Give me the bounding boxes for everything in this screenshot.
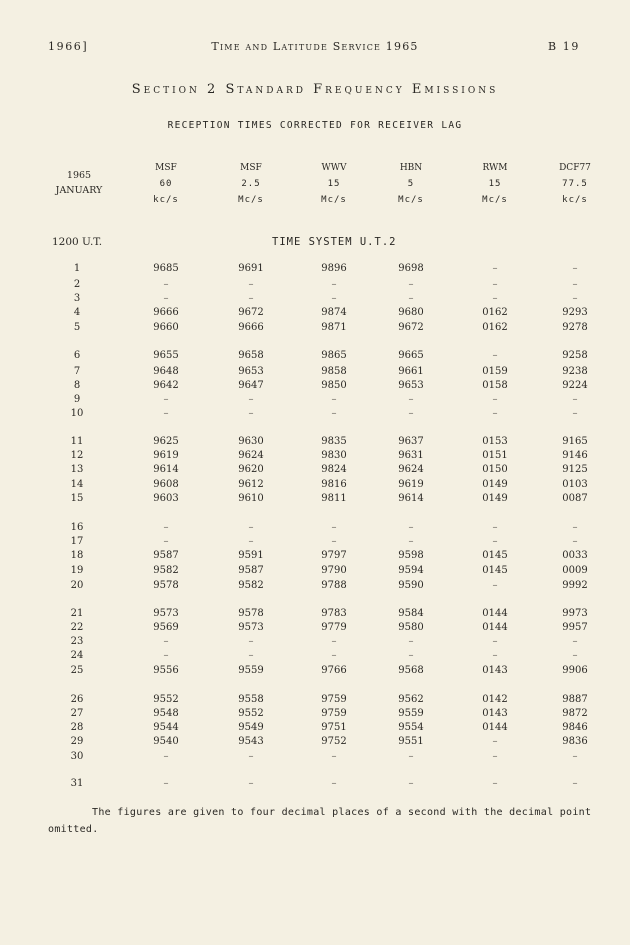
day-number: 14 [70,479,84,490]
table-cell: – [572,263,578,274]
table-cell: 0162 [482,322,508,333]
table-cell: 9594 [398,565,424,576]
table-cell: 9624 [398,464,424,475]
table-cell: 9540 [153,736,179,747]
table-cell: 9661 [398,366,424,377]
table-cell: – [572,636,578,647]
table-cell: 9896 [321,263,347,274]
table-cell: 9887 [562,694,588,705]
table-cell: 0158 [482,380,508,391]
table-cell: – [408,650,414,661]
table-cell: 0151 [482,450,508,461]
day-number: 10 [70,408,84,419]
table-cell: – [331,408,337,419]
table-cell: – [248,522,254,533]
table-cell: 9558 [238,694,264,705]
day-number: 19 [70,565,84,576]
table-cell: 9556 [153,665,179,676]
table-cell: – [408,778,414,789]
table-cell: – [572,408,578,419]
table-cell: – [248,279,254,290]
table-cell: 9614 [153,464,179,475]
table-cell: 9680 [398,307,424,318]
table-cell: – [408,522,414,533]
day-number: 24 [70,650,84,661]
table-cell: – [331,636,337,647]
table-cell: 9653 [238,366,264,377]
table-cell: 9146 [562,450,588,461]
day-number: 29 [70,736,84,747]
table-cell: 9691 [238,263,264,274]
table-cell: – [248,751,254,762]
table-cell: 9698 [398,263,424,274]
table-cell: 9625 [153,436,179,447]
table-cell: 0143 [482,665,508,676]
table-cell: – [572,293,578,304]
table-cell: – [572,778,578,789]
table-cell: – [163,650,169,661]
page-number: B 19 [548,40,580,53]
day-number: 13 [70,464,84,475]
column-unit: kc/s [153,195,179,205]
table-cell: – [572,650,578,661]
table-cell: 9666 [238,322,264,333]
table-cell: 9766 [321,665,347,676]
table-cell: 9620 [238,464,264,475]
table-cell: – [248,293,254,304]
table-cell: 9751 [321,722,347,733]
day-number: 27 [70,708,84,719]
year-month-header [44,168,114,198]
column-unit: kc/s [562,195,588,205]
column-header-2 [299,160,369,208]
table-cell: 9672 [398,322,424,333]
table-cell: 9587 [238,565,264,576]
table-cell: – [248,636,254,647]
table-cell: 9582 [238,580,264,591]
table-cell: – [408,636,414,647]
table-cell: 9559 [398,708,424,719]
table-cell: 9584 [398,608,424,619]
table-cell: – [163,522,169,533]
table-cell: 9874 [321,307,347,318]
table-cell: 9582 [153,565,179,576]
table-cell: – [492,522,498,533]
table-cell: – [492,279,498,290]
section-title: Section 2 Standard Frequency Emissions [131,82,499,97]
table-cell: 0145 [482,550,508,561]
table-cell: 9835 [321,436,347,447]
table-cell: 9573 [153,608,179,619]
column-station: DCF77 [559,163,591,173]
table-cell: 9598 [398,550,424,561]
table-cell: 0159 [482,366,508,377]
table-cell: 9685 [153,263,179,274]
table-cell: 9665 [398,350,424,361]
table-cell: 9846 [562,722,588,733]
table-cell: 0145 [482,565,508,576]
page-ref: 1966] [48,40,89,53]
table-cell: – [492,778,498,789]
table-cell: – [572,751,578,762]
table-cell: – [331,778,337,789]
table-cell: 0087 [562,493,588,504]
table-cell: – [572,522,578,533]
table-cell: 0103 [562,479,588,490]
day-number: 5 [73,322,81,333]
table-cell: 0150 [482,464,508,475]
day-number: 8 [73,380,81,391]
day-number: 22 [70,622,84,633]
day-number: 11 [70,436,84,447]
table-cell: 9619 [153,450,179,461]
table-cell: – [492,650,498,661]
table-cell: 9591 [238,550,264,561]
year-label: 1965 [66,170,92,181]
table-cell: 9824 [321,464,347,475]
table-cell: – [492,580,498,591]
column-freq: 15 [488,179,502,189]
table-cell: – [408,536,414,547]
table-cell: 9790 [321,565,347,576]
table-cell: 9580 [398,622,424,633]
table-cell: 9872 [562,708,588,719]
table-cell: 9544 [153,722,179,733]
table-cell: 0153 [482,436,508,447]
day-number: 6 [73,350,81,361]
day-number: 17 [70,536,84,547]
column-header-1 [216,160,286,208]
table-cell: – [163,536,169,547]
day-number: 15 [70,493,84,504]
table-cell: 0162 [482,307,508,318]
column-station: WWV [321,163,347,173]
table-cell: – [248,536,254,547]
table-cell: – [492,263,498,274]
table-cell: – [331,394,337,405]
column-unit: Mc/s [321,195,347,205]
table-cell: 9811 [321,493,347,504]
table-cell: – [163,394,169,405]
table-cell: 9783 [321,608,347,619]
table-cell: – [492,350,498,361]
table-cell: 9871 [321,322,347,333]
table-cell: – [331,650,337,661]
table-cell: – [163,778,169,789]
day-number: 26 [70,694,84,705]
table-cell: 9858 [321,366,347,377]
table-cell: – [572,536,578,547]
table-cell: 9549 [238,722,264,733]
column-freq: 15 [327,179,341,189]
table-cell: – [492,636,498,647]
time-system-label: TIME SYSTEM U.T.2 [272,236,397,248]
day-number: 28 [70,722,84,733]
table-cell: 9238 [562,366,588,377]
table-cell: – [492,408,498,419]
table-cell: 9906 [562,665,588,676]
column-unit: Mc/s [238,195,264,205]
table-cell: 0144 [482,608,508,619]
table-cell: 9973 [562,608,588,619]
footnote-line-2: omitted. [48,824,99,835]
day-number: 1 [73,263,81,274]
table-cell: 9830 [321,450,347,461]
table-cell: 9587 [153,550,179,561]
table-cell: 9788 [321,580,347,591]
table-cell: 9614 [398,493,424,504]
table-cell: – [492,751,498,762]
table-cell: – [331,279,337,290]
table-cell: 0009 [562,565,588,576]
table-cell: 9992 [562,580,588,591]
table-cell: 9752 [321,736,347,747]
table-cell: 9610 [238,493,264,504]
day-number: 4 [73,307,81,318]
table-cell: 0142 [482,694,508,705]
table-cell: 9647 [238,380,264,391]
day-number: 31 [70,778,84,789]
table-subtitle: RECEPTION TIMES CORRECTED FOR RECEIVER LAG [167,120,463,131]
column-header-4 [460,160,530,208]
day-number: 18 [70,550,84,561]
day-number: 16 [70,522,84,533]
column-station: HBN [399,163,423,173]
day-number: 3 [73,293,81,304]
day-number: 12 [70,450,84,461]
day-number: 9 [73,394,81,405]
table-cell: – [408,394,414,405]
table-cell: – [248,394,254,405]
table-cell: – [331,751,337,762]
table-cell: 9660 [153,322,179,333]
footnote-line-1: The figures are given to four decimal places of a second with the decimal point [92,807,592,818]
table-cell: – [492,736,498,747]
table-cell: 0143 [482,708,508,719]
table-cell: 0149 [482,493,508,504]
table-cell: – [163,293,169,304]
column-freq: 5 [407,179,415,189]
table-cell: – [408,408,414,419]
table-cell: 9562 [398,694,424,705]
table-cell: 9559 [238,665,264,676]
table-cell: – [492,536,498,547]
table-cell: 9224 [562,380,588,391]
table-cell: – [331,293,337,304]
table-cell: 9543 [238,736,264,747]
table-cell: 9578 [153,580,179,591]
table-cell: 9619 [398,479,424,490]
table-cell: – [492,394,498,405]
table-cell: 9666 [153,307,179,318]
table-cell: 9551 [398,736,424,747]
day-number: 23 [70,636,84,647]
table-cell: 9658 [238,350,264,361]
table-cell: 9165 [562,436,588,447]
table-cell: 9612 [238,479,264,490]
table-cell: 0144 [482,722,508,733]
table-cell: 9759 [321,708,347,719]
column-unit: Mc/s [482,195,508,205]
column-freq: 2.5 [241,179,261,189]
table-cell: – [163,408,169,419]
table-cell: 9957 [562,622,588,633]
table-cell: – [572,279,578,290]
table-cell: – [248,778,254,789]
table-cell: 9648 [153,366,179,377]
column-freq: 60 [159,179,173,189]
day-number: 7 [73,366,81,377]
table-cell: 9816 [321,479,347,490]
table-cell: – [331,536,337,547]
table-cell: 9759 [321,694,347,705]
column-freq: 77.5 [562,179,588,189]
column-header-3 [376,160,446,208]
table-cell: 9552 [153,694,179,705]
day-number: 25 [70,665,84,676]
table-cell: – [408,751,414,762]
table-cell: – [408,279,414,290]
table-cell: 9797 [321,550,347,561]
table-cell: 9608 [153,479,179,490]
table-cell: 9278 [562,322,588,333]
table-cell: 9642 [153,380,179,391]
table-cell: 9293 [562,307,588,318]
day-number: 2 [73,279,81,290]
table-cell: 0144 [482,622,508,633]
table-cell: – [248,650,254,661]
table-cell: – [163,636,169,647]
footnote [48,804,608,838]
table-cell: 0149 [482,479,508,490]
table-cell: 9779 [321,622,347,633]
table-cell: 9865 [321,350,347,361]
table-cell: 9836 [562,736,588,747]
day-number: 30 [70,751,84,762]
table-cell: – [248,408,254,419]
table-cell: 9552 [238,708,264,719]
table-cell: 9672 [238,307,264,318]
column-station: MSF [155,163,177,173]
table-cell: 9554 [398,722,424,733]
day-number: 21 [70,608,84,619]
table-cell: – [163,751,169,762]
column-station: MSF [240,163,262,173]
column-header-0 [131,160,201,208]
table-cell: – [572,394,578,405]
table-cell: – [331,522,337,533]
table-cell: 9850 [321,380,347,391]
table-cell: – [408,293,414,304]
table-cell: 9624 [238,450,264,461]
table-cell: 9637 [398,436,424,447]
table-cell: 9630 [238,436,264,447]
table-cell: 9603 [153,493,179,504]
table-cell: 9655 [153,350,179,361]
table-cell: – [163,279,169,290]
table-cell: 9573 [238,622,264,633]
table-cell: 9568 [398,665,424,676]
table-cell: 9258 [562,350,588,361]
table-cell: 9125 [562,464,588,475]
column-unit: Mc/s [398,195,424,205]
ut-label: 1200 U.T. [52,236,103,248]
table-cell: 9548 [153,708,179,719]
month-label: JANUARY [55,185,103,196]
table-cell: 9578 [238,608,264,619]
table-cell: – [492,293,498,304]
table-cell: 9590 [398,580,424,591]
column-station: RWM [482,163,508,173]
table-cell: 9631 [398,450,424,461]
column-header-5 [540,160,610,208]
table-cell: 9653 [398,380,424,391]
table-cell: 0033 [562,550,588,561]
running-title: Time and Latitude Service 1965 [211,40,419,53]
table-cell: 9569 [153,622,179,633]
day-number: 20 [70,580,84,591]
